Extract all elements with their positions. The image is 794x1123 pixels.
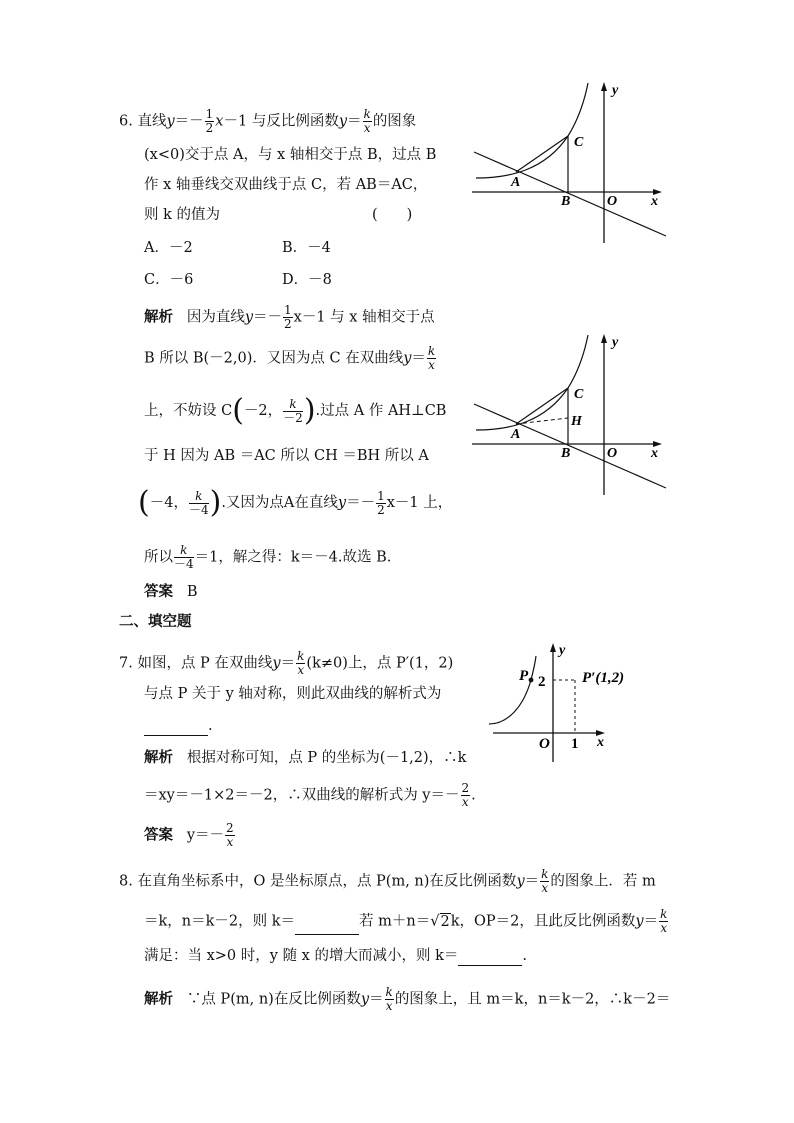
numerator: k xyxy=(427,344,436,358)
var-y: y xyxy=(360,991,370,1008)
label-c: C xyxy=(574,387,584,402)
q8-text: ＝k，n＝k－2，则 k＝ xyxy=(144,913,296,930)
numerator: k xyxy=(385,985,393,999)
numerator: k xyxy=(297,649,305,663)
fraction-k-over-neg2 xyxy=(283,398,303,425)
answer-value: y＝－ xyxy=(186,827,225,844)
sol-text: .过点 A 作 AH⊥CB xyxy=(315,403,447,419)
fraction-k-over-x xyxy=(296,650,305,677)
q6-solution-line-4: 于 H 因为 AB ＝AC 所以 CH ＝BH 所以 A xyxy=(144,448,429,464)
var-y: y xyxy=(337,495,347,511)
fraction-k-over-x xyxy=(659,908,668,935)
numerator: k xyxy=(283,398,303,412)
sol-text: 上，不妨设 C xyxy=(144,403,233,419)
q7-figure xyxy=(485,638,645,766)
q8-text: 若 m＋n＝ xyxy=(359,913,431,930)
q6-solution-line-6 xyxy=(144,544,391,571)
label-h: H xyxy=(571,414,582,429)
q7-text: ＝ xyxy=(280,655,296,672)
left-paren: ( xyxy=(138,485,150,520)
right-paren: ) xyxy=(303,393,316,428)
label-y: y xyxy=(612,83,619,98)
answer-blank-2[interactable] xyxy=(458,951,522,966)
label-y: y xyxy=(559,643,566,658)
label-c: C xyxy=(574,135,584,150)
numerator: k xyxy=(189,490,209,504)
var-y: y xyxy=(244,309,254,326)
fraction-k-over-neg4 xyxy=(174,544,194,571)
y-axis-arrow-icon xyxy=(601,82,607,91)
denominator: x xyxy=(297,663,305,677)
q6-text: －1 与反比例函数 xyxy=(223,113,339,130)
var-y: y xyxy=(516,873,525,890)
label-o: O xyxy=(607,446,618,461)
q8-text: 的图象上．若 m xyxy=(550,873,656,890)
sol-text: 的图象上，且 m＝k，n＝k－2，∴k－2＝ xyxy=(394,991,671,1008)
answer-parentheses: ( ) xyxy=(372,207,413,223)
solution-label: 解析 xyxy=(144,308,173,326)
denominator: x xyxy=(363,121,371,135)
fraction-one-half xyxy=(283,304,293,331)
answer-blank-1[interactable] xyxy=(295,920,359,935)
label-a: A xyxy=(511,427,521,442)
option-b: B．－4 xyxy=(282,240,331,256)
fraction-k-over-x xyxy=(427,345,436,372)
q7-text: . xyxy=(208,718,213,734)
sol-text: －4， xyxy=(149,495,188,511)
q7-text: (k≠0)上，点 P′(1，2) xyxy=(306,655,454,672)
label-a: A xyxy=(511,175,521,190)
q8-text: 8. 在直角坐标系中，O 是坐标原点，点 P(m, n)在反比例函数 xyxy=(119,873,517,890)
q7-line-3 xyxy=(144,716,213,736)
fraction-2-over-x xyxy=(461,782,471,809)
denominator: 2 xyxy=(205,121,214,135)
sol-text: B 所以 B(－2,0)．又因为点 C 在双曲线 xyxy=(144,350,404,367)
answer-value: B xyxy=(186,584,198,600)
numerator: k xyxy=(660,907,668,921)
sol-text: ＝－ xyxy=(346,495,376,511)
answer-label: 答案 xyxy=(144,826,173,844)
label-b: B xyxy=(561,446,571,461)
denominator: 2 xyxy=(284,317,292,331)
fraction-k-over-x xyxy=(385,986,394,1013)
var-y: y xyxy=(403,350,412,367)
sol-text: 根据对称可知，点 P 的坐标为(－1,2)，∴k xyxy=(186,750,467,766)
q6-figure xyxy=(470,78,670,248)
left-paren: ( xyxy=(232,393,244,428)
y-axis-arrow-icon xyxy=(550,643,556,652)
q6-answer xyxy=(144,582,197,602)
answer-label: 答案 xyxy=(144,583,173,600)
fraction-k-over-x xyxy=(540,868,549,895)
label-p-prime: P′(1,2) xyxy=(582,670,625,686)
q7-answer xyxy=(144,822,236,849)
q6-solution-line-5 xyxy=(138,485,453,520)
option-a: A．－2 xyxy=(144,240,193,256)
q8-text: ＝ xyxy=(643,913,659,930)
solution-label: 解析 xyxy=(144,749,173,766)
option-d: D．－8 xyxy=(282,272,332,288)
sol-text: 所以 xyxy=(144,549,173,566)
q6-text: 的图象 xyxy=(372,113,417,130)
fraction-2-over-x xyxy=(225,822,235,849)
var-y: y xyxy=(635,913,644,930)
q6-line-2: (x<0)交于点 A，与 x 轴相交于点 B，过点 B xyxy=(144,147,437,163)
fraction-k-over-x xyxy=(363,108,372,135)
point-p xyxy=(529,678,534,683)
q8-text: ＝ xyxy=(524,873,540,890)
label-1: 1 xyxy=(571,736,579,752)
q7-solution-line-2 xyxy=(144,782,476,809)
numerator: 1 xyxy=(284,303,292,317)
label-x: x xyxy=(651,194,658,209)
var-y: y xyxy=(166,113,175,130)
q7-solution-line-1 xyxy=(144,748,466,768)
sol-text: 因为直线 xyxy=(186,309,245,326)
numerator: 2 xyxy=(226,821,234,835)
sol-text: ＝1，解之得：k＝－4.故选 B. xyxy=(194,549,392,566)
label-o: O xyxy=(539,736,550,752)
numerator: k xyxy=(541,867,549,881)
fraction-one-half xyxy=(376,490,386,517)
q6-text: 6. 直线 xyxy=(119,113,167,130)
q6-line-3: 作 x 轴垂线交双曲线于点 C，若 AB＝AC， xyxy=(144,177,428,193)
q8-text: k，OP＝2，且此反比例函数 xyxy=(450,913,636,930)
q8-line-2: ＝k，n＝k－2，则 k＝ 若 m＋n＝√2k，OP＝2，且此反比例函数y＝ $\frac{k}{x}$ xyxy=(144,907,668,935)
solution-label: 解析 xyxy=(144,990,173,1008)
sol-text: . xyxy=(471,787,476,804)
q7-line-2: 与点 P 关于 y 轴对称，则此双曲线的解析式为 xyxy=(144,686,442,702)
q6-line-1 xyxy=(119,108,416,135)
q8-text: 满足：当 x>0 时，y 随 x 的增大而减小，则 k＝ xyxy=(144,948,459,964)
denominator: －4 xyxy=(188,502,209,517)
label-x: x xyxy=(597,735,604,750)
denominator: －4 xyxy=(174,557,194,571)
denominator: 2 xyxy=(377,502,385,517)
q6-text: ＝－ xyxy=(174,113,204,130)
denominator: x xyxy=(428,358,435,372)
var-y: y xyxy=(272,655,281,672)
denominator: x xyxy=(226,835,234,849)
option-c: C．－6 xyxy=(144,272,194,288)
numerator: k xyxy=(174,544,194,558)
numerator: 1 xyxy=(205,107,214,121)
denominator: x xyxy=(461,795,469,809)
sol-text: .又因为点A在直线 xyxy=(221,495,338,511)
sol-text: x－1 与 x 轴相交于点 xyxy=(293,309,435,326)
sol-text: －2， xyxy=(243,403,283,419)
q6-solution-line-3 xyxy=(144,393,447,428)
answer-blank[interactable] xyxy=(144,721,208,736)
section-title: 二、填空题 xyxy=(119,613,192,630)
label-o: O xyxy=(607,194,618,209)
denominator: x xyxy=(660,921,668,935)
var-y: y xyxy=(338,113,348,130)
denominator: x xyxy=(385,999,393,1013)
var-x: x xyxy=(215,113,224,130)
denominator: x xyxy=(541,881,549,895)
y-axis-arrow-icon xyxy=(601,334,607,343)
q6-solution-line-1 xyxy=(144,304,435,331)
q6-line-4: 则 k 的值为 xyxy=(144,207,221,223)
denominator: －2 xyxy=(283,410,303,425)
sol-text: ∵点 P(m, n)在反比例函数 xyxy=(186,991,361,1008)
sol-text: ＝ xyxy=(369,991,384,1008)
q7-text: 7. 如图，点 P 在双曲线 xyxy=(119,655,273,672)
q6-solution-line-2 xyxy=(144,345,437,372)
fraction-one-half xyxy=(205,108,215,135)
label-x: x xyxy=(651,446,658,461)
hyperbola-curve xyxy=(476,83,588,178)
q8-line-1 xyxy=(119,868,656,895)
q7-line-1 xyxy=(119,650,453,677)
sol-text: ＝ xyxy=(411,350,426,367)
q8-solution-line-1 xyxy=(144,986,670,1013)
fraction-k-over-neg4 xyxy=(189,490,209,517)
label-2: 2 xyxy=(538,674,546,690)
numerator: 1 xyxy=(377,488,385,503)
sol-text: ＝－ xyxy=(253,309,283,326)
sol-text: ＝xy＝－1×2＝－2，∴双曲线的解析式为 y＝－ xyxy=(144,787,460,804)
label-y: y xyxy=(612,335,619,350)
q6-text: ＝ xyxy=(347,113,362,130)
q8-text: . xyxy=(522,948,527,964)
sqrt-radicand: 2 xyxy=(440,913,450,930)
label-b: B xyxy=(561,194,571,209)
sol-text: x－1 上， xyxy=(386,495,453,511)
segment-ac xyxy=(516,136,568,172)
label-p: P xyxy=(519,668,529,684)
q8-line-3 xyxy=(144,946,527,966)
q6-solution-figure xyxy=(470,330,670,500)
numerator: 2 xyxy=(461,781,470,795)
hyperbola-curve xyxy=(489,656,536,724)
numerator: k xyxy=(363,107,371,121)
right-paren: ) xyxy=(209,485,222,520)
